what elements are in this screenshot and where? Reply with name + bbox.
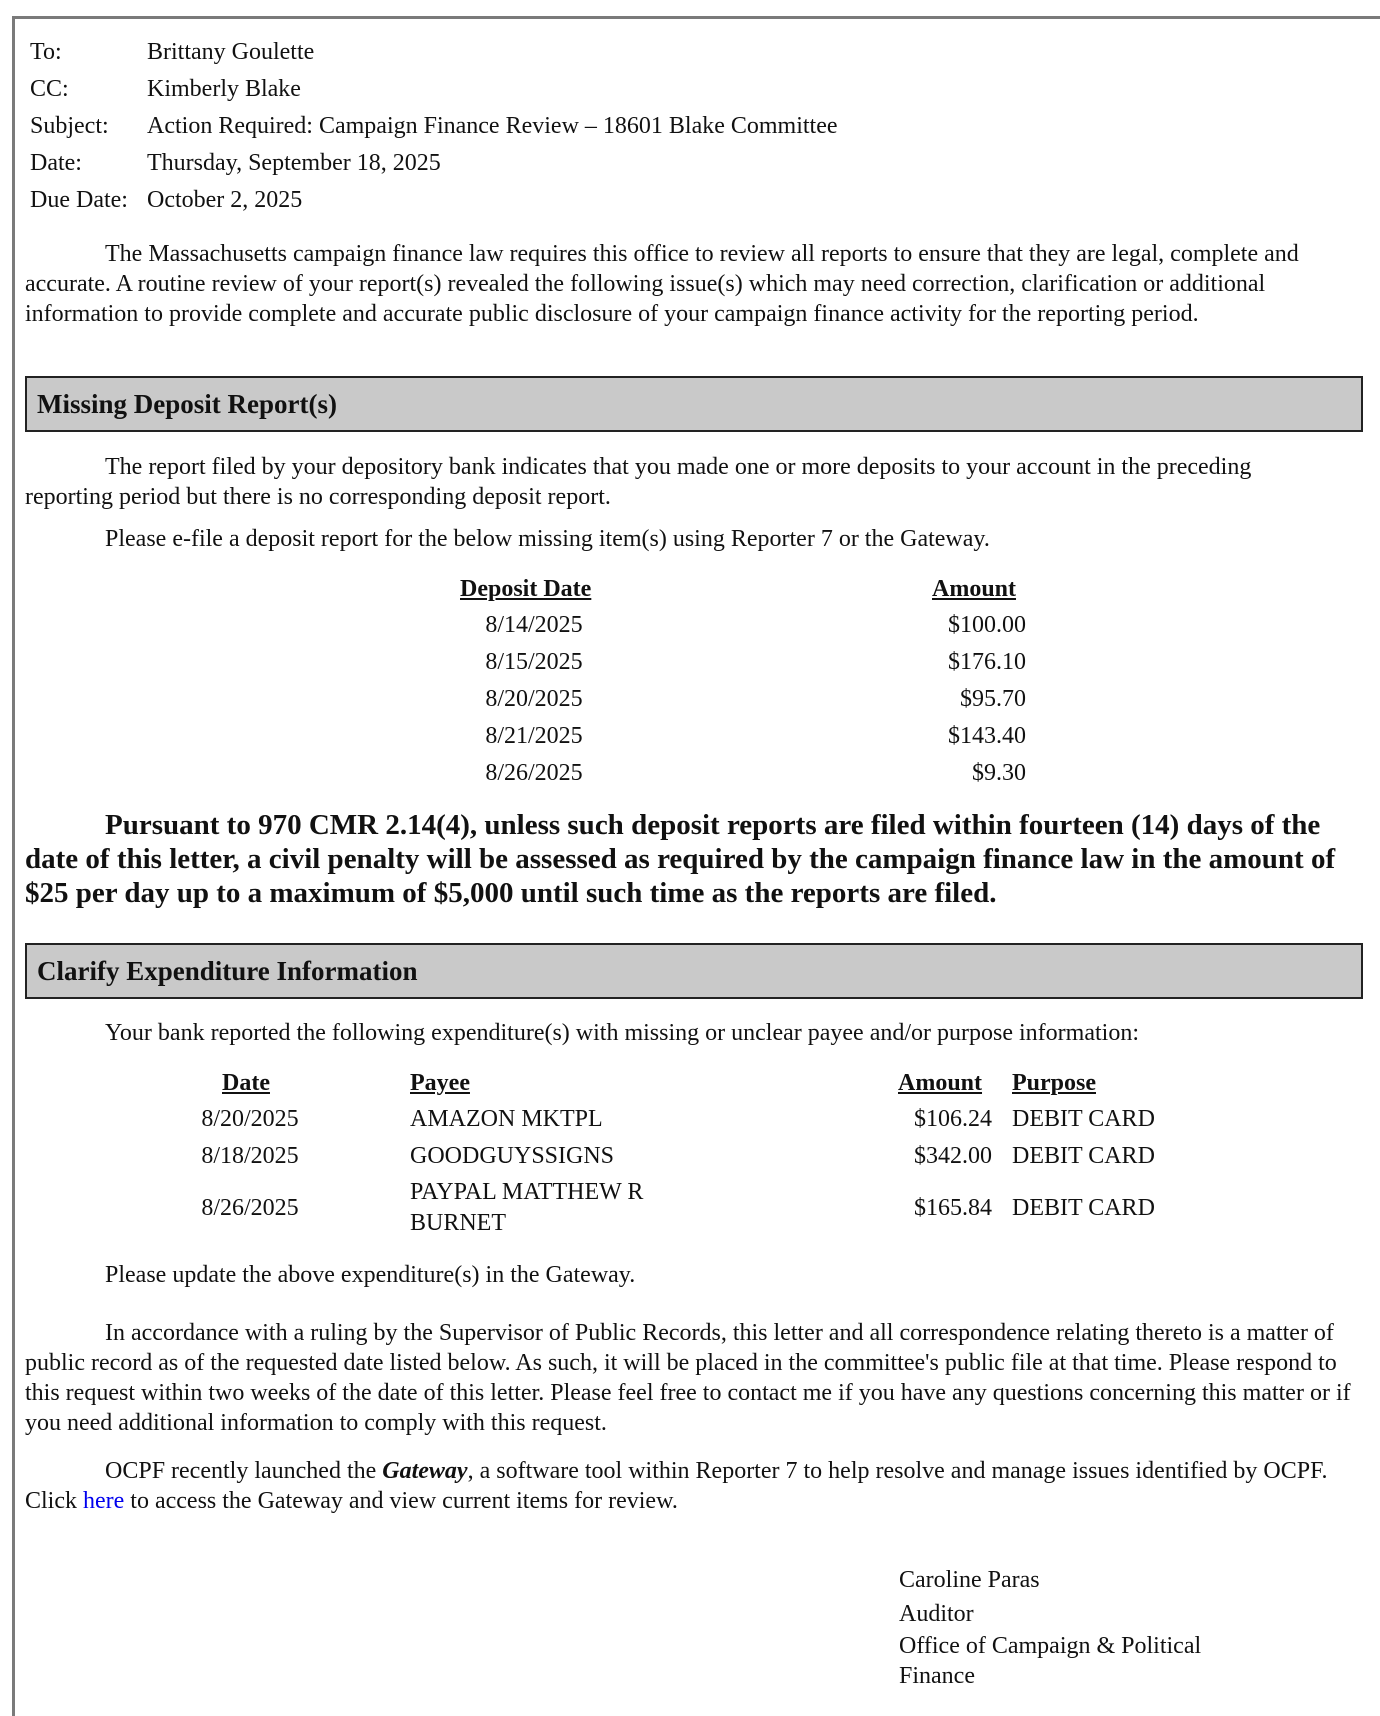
exp-payee: GOODGUYSSIGNS xyxy=(410,1143,615,1169)
deposit-date: 8/26/2025 xyxy=(485,760,583,786)
memo-header xyxy=(30,34,838,219)
exp-purpose: DEBIT CARD xyxy=(1012,1195,1155,1221)
deposit-date: 8/21/2025 xyxy=(485,723,583,749)
deposit-amount: $95.70 xyxy=(960,686,1026,712)
gateway-here-link[interactable]: here xyxy=(83,1488,125,1514)
penalty-warning: Pursuant to 970 CMR 2.14(4), unless such deposit reports are filed within fourteen (14) days of the date of this letter, a civil penalty will be assessed as required by the campaign finance law in the amount of $25 per day up to a maximum of $5,000 until such time as the reports are filed. xyxy=(25,809,1336,909)
deposit-amount: $143.40 xyxy=(948,723,1026,749)
signer-title: Auditor xyxy=(899,1601,974,1627)
exp-amount: $165.84 xyxy=(914,1195,992,1221)
amount-header: Amount xyxy=(932,576,1017,602)
due-date-label: Due Date: xyxy=(30,187,128,213)
gateway-text-mid: , a software tool within Reporter 7 to help resolve and manage issues identified by OCPF. Click xyxy=(25,1458,1328,1514)
exp-amount-header: Amount xyxy=(898,1070,983,1096)
cc-label: CC: xyxy=(30,76,69,102)
exp-purpose: DEBIT CARD xyxy=(1012,1106,1155,1132)
signer-org-line2: Finance xyxy=(899,1663,975,1689)
exp-date: 8/26/2025 xyxy=(201,1195,299,1221)
due-date-value: October 2, 2025 xyxy=(147,187,303,213)
exp-purpose: DEBIT CARD xyxy=(1012,1143,1155,1169)
exp-date: 8/18/2025 xyxy=(201,1143,299,1169)
clarify-paragraph: Your bank reported the following expenditure(s) with missing or unclear payee and/or purpose information: xyxy=(105,1020,1139,1046)
efile-instruction: Please e-file a deposit report for the below missing item(s) using Reporter 7 or the Gateway. xyxy=(105,526,990,552)
deposit-date: 8/14/2025 xyxy=(485,612,583,638)
exp-payee: AMAZON MKTPL xyxy=(410,1106,603,1132)
date-value: Thursday, September 18, 2025 xyxy=(147,150,441,176)
exp-date-header: Date xyxy=(222,1070,270,1096)
date-label: Date: xyxy=(30,150,82,176)
to-value: Brittany Goulette xyxy=(147,39,315,65)
exp-date: 8/20/2025 xyxy=(201,1106,299,1132)
exp-amount: $106.24 xyxy=(914,1106,992,1132)
to-label: To: xyxy=(30,39,62,65)
deposit-date-header: Deposit Date xyxy=(460,576,592,602)
subject-value: Action Required: Campaign Finance Review – 18601 Blake Committee xyxy=(147,113,838,139)
gateway-text-post: to access the Gateway and view current items for review. xyxy=(124,1488,678,1514)
deposit-date: 8/20/2025 xyxy=(485,686,583,712)
signer-name: Caroline Paras xyxy=(899,1567,1040,1593)
update-instruction: Please update the above expenditure(s) in the Gateway. xyxy=(105,1262,636,1288)
section-header-missing-deposit: Missing Deposit Report(s) xyxy=(25,376,1363,432)
purpose-header: Purpose xyxy=(1012,1070,1096,1096)
exp-payee-line2: BURNET xyxy=(410,1210,506,1236)
public-record-paragraph: In accordance with a ruling by the Supervisor of Public Records, this letter and all correspondence relating thereto is a matter of public record as of the requested date listed below. As such, it will be placed in the committee's public file at that time. Please respond to this request within two weeks of the date of this letter. Please feel free to contact me if you have any questions concerning this matter or if you need additional information to comply with this request. xyxy=(25,1320,1351,1436)
subject-label: Subject: xyxy=(30,113,109,139)
exp-amount: $342.00 xyxy=(914,1143,992,1169)
gateway-text-pre: OCPF recently launched the xyxy=(105,1458,383,1484)
gateway-paragraph xyxy=(25,1456,1370,1516)
intro-paragraph: The Massachusetts campaign finance law requires this office to review all reports to ensure that they are legal, complete and accurate. A routine review of your report(s) revealed the following issue(s) which may need correction, clarification or additional information to provide complete and accurate public disclosure of your campaign finance activity for the reporting period. xyxy=(25,241,1299,327)
deposit-amount: $9.30 xyxy=(972,760,1026,786)
signature-block xyxy=(899,1563,1259,1691)
gateway-name: Gateway xyxy=(382,1458,468,1484)
section-header-clarify-expenditure: Clarify Expenditure Information xyxy=(25,943,1363,999)
deposit-amount: $100.00 xyxy=(948,612,1026,638)
signer-org xyxy=(899,1631,1259,1691)
cc-value: Kimberly Blake xyxy=(147,76,301,102)
exp-payee: PAYPAL MATTHEW R xyxy=(410,1179,644,1205)
missing-deposit-paragraph: The report filed by your depository bank indicates that you made one or more deposits to your account in the preceding reporting period but there is no corresponding deposit report. xyxy=(25,454,1252,510)
deposit-date: 8/15/2025 xyxy=(485,649,583,675)
signer-org-line1: Office of Campaign & Political xyxy=(899,1633,1202,1659)
payee-header: Payee xyxy=(410,1070,470,1096)
deposit-amount: $176.10 xyxy=(948,649,1026,675)
